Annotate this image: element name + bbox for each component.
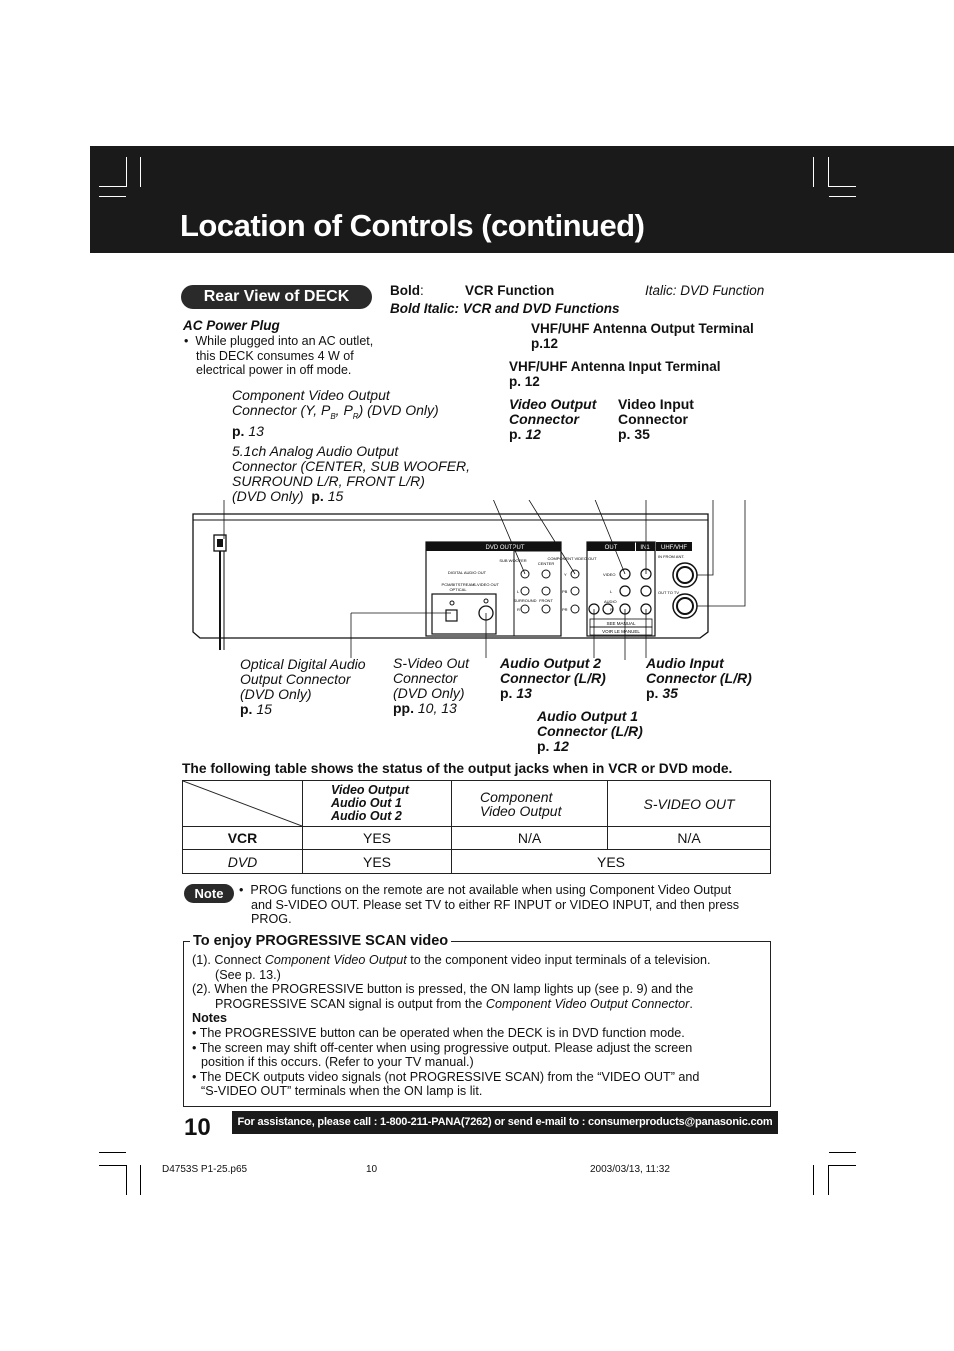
jack-icon — [542, 570, 550, 578]
see-manual-label: SEE MANUAL — [606, 621, 636, 626]
table-row — [183, 827, 771, 850]
dvd-output-label: DVD OUTPUT — [485, 545, 525, 551]
rear-panel-diagram — [180, 500, 780, 660]
callout-audio-input: Audio Input Connector (L/R) p. 35 — [646, 655, 752, 701]
callout-antenna-output: VHF/UHF Antenna Output Terminal p.12 — [531, 321, 754, 351]
table-header-row — [183, 781, 771, 827]
crop-mark — [828, 157, 829, 187]
crop-mark — [829, 1152, 856, 1153]
footer-timestamp: 2003/03/13, 11:32 — [590, 1164, 670, 1175]
crop-mark — [99, 1152, 126, 1153]
voir-manual-label: VOIR LE MANUEL — [602, 629, 640, 634]
footer-file: D4753S P1-25.p65 — [162, 1164, 248, 1175]
leader-line — [567, 500, 625, 574]
audio-jack-icon — [641, 586, 651, 596]
page-title: Location of Controls (continued) — [180, 208, 645, 243]
section-label: Rear View of DECK — [181, 285, 372, 309]
table-header-cell: Component Video Output — [452, 781, 608, 827]
audio-label: AUDIO — [604, 599, 617, 604]
digital-audio-label: DIGITAL AUDIO OUT — [447, 570, 487, 575]
table-cell: N/A — [452, 827, 608, 850]
r-label: R — [610, 607, 613, 612]
crop-mark — [829, 186, 856, 187]
callout-audio-output-2: Audio Output 2 Connector (L/R) p. 13 — [500, 655, 606, 701]
callout-antenna-input: VHF/UHF Antenna Input Terminal p. 12 — [509, 359, 721, 389]
component-video-label: COMPONENT VIDEO OUT — [547, 556, 597, 561]
ac-power-title: AC Power Plug — [183, 318, 280, 333]
callout-audio-output-1: Audio Output 1 Connector (L/R) p. 12 — [537, 708, 643, 754]
crop-mark — [828, 1165, 829, 1195]
assistance-bar: For assistance, please call : 1-800-211-PANA(7262) or send e-mail to : consumerproducts@panasonic.com — [232, 1111, 778, 1134]
table-header-cell: Video Output Audio Out 1 Audio Out 2 — [303, 781, 452, 827]
in1-label: IN1 — [640, 545, 650, 551]
crop-mark — [813, 1165, 814, 1195]
front-label: FRONT — [539, 598, 553, 603]
crop-mark — [99, 1165, 126, 1166]
jack-icon — [521, 605, 529, 613]
audio-jack-icon — [620, 586, 630, 596]
crop-mark — [126, 1165, 127, 1195]
leader-line — [697, 500, 713, 575]
table-header-cell: S-VIDEO OUT — [608, 781, 771, 827]
optical-port-icon — [446, 610, 457, 621]
crop-mark — [140, 157, 141, 187]
screw-icon — [450, 601, 454, 605]
crop-mark — [140, 1165, 141, 1195]
sub-woofer-label: SUB WOOFER — [499, 558, 527, 563]
jack-icon — [542, 605, 550, 613]
note-label: Note — [184, 884, 234, 903]
pcm-label: PCM/BITSTREAM — [441, 582, 475, 587]
crop-mark — [829, 1165, 856, 1166]
optical-label: OPTICAL — [449, 587, 467, 592]
callout-video-output: Video Output Connector p. 12 — [509, 396, 597, 442]
crop-mark — [99, 186, 126, 187]
footer-page: 10 — [366, 1164, 378, 1175]
pr-label: PR — [562, 607, 568, 612]
deck-body — [193, 514, 708, 638]
plug-socket — [217, 539, 223, 547]
page-number: 10 — [184, 1114, 211, 1141]
out-label: OUT — [604, 545, 618, 551]
callout-analog-audio: 5.1ch Analog Audio Output Connector (CENTER, SUB WOOFER, SURROUND L/R, FRONT L/R) (DVD Only) p. 15 — [232, 443, 471, 504]
callout-optical: Optical Digital Audio Output Connector (DVD Only) p. 15 — [240, 656, 366, 717]
crop-mark — [99, 196, 126, 197]
antenna-out-icon — [677, 598, 693, 614]
l-label: L — [610, 589, 613, 594]
table-cell: N/A — [608, 827, 771, 850]
leader-line — [697, 500, 745, 606]
diagonal-line — [183, 781, 302, 826]
y-label: Y — [564, 572, 567, 577]
s-video-label: S-VIDEO OUT — [472, 582, 500, 587]
video-label: VIDEO — [603, 572, 616, 577]
r-label: R — [517, 607, 520, 612]
in-from-ant-label: IN FROM ANT. — [658, 554, 685, 559]
table-cell: VCR — [183, 827, 303, 850]
output-status-table — [182, 780, 771, 874]
table-intro: The following table shows the status of the output jacks when in VCR or DVD mode. — [182, 761, 733, 776]
antenna-in-icon — [677, 567, 693, 583]
jack-icon — [542, 587, 550, 595]
legend-bold-italic: Bold Italic: VCR and DVD Functions — [390, 301, 620, 316]
uhf-label: UHF/VHF — [661, 545, 687, 551]
legend-bold: Bold: VCR Function — [390, 283, 555, 298]
screw-icon — [484, 599, 488, 603]
crop-mark — [829, 196, 856, 197]
callout-svideo: S-Video Out Connector (DVD Only) pp. 10, 13 — [393, 655, 470, 716]
pb-label: PB — [562, 589, 568, 594]
dvd-output-panel — [426, 542, 561, 636]
surround-label: SURROUND — [513, 598, 537, 603]
jack-icon — [521, 587, 529, 595]
table-cell: YES — [452, 850, 771, 874]
callout-video-input: Video Input Connector p. 35 — [618, 396, 694, 442]
jack-icon — [571, 605, 579, 613]
ac-power-text: • While plugged into an AC outlet, this DECK consumes 4 W of electrical power in off mode. — [184, 334, 374, 377]
note-text: • PROG functions on the remote are not available when using Component Video Output and S-VIDEO OUT. Please set TV to either RF INPUT or VIDEO INPUT, and then press PROG. — [239, 883, 740, 926]
table-cell: DVD — [183, 850, 303, 874]
crop-mark — [126, 157, 127, 187]
legend-italic: Italic: DVD Function — [645, 283, 765, 298]
table-row — [183, 850, 771, 874]
out-to-tv-label: OUT TO TV — [658, 590, 680, 595]
progressive-scan-title: To enjoy PROGRESSIVE SCAN video — [190, 933, 451, 949]
table-corner-cell — [183, 781, 303, 827]
callout-component-video: Component Video Output Connector (Y, $P_B$, $P_R$) (DVD Only) p. 13 — [232, 387, 439, 439]
progressive-scan-body: (1). Connect Component Video Output to the component video input terminals of a television. (See p. 13.) (2). When the PROGRESSIVE button is pressed, the ON lamp lights up (see p. 9) and the PROGRESSIVE SCAN signal is output from the Component Video Output Connector. Notes • The PROGRESSIVE button can be operated when the DECK is in DVD function mode. • The screen may shift off-center when using progressive output. Please adjust the screen position if this occurs. (Refer to your TV manual.) • The DECK outputs video signals (not PROGRESSIVE SCAN) from the “VIDEO OUT” and “S-VIDEO OUT” terminals when the ON lamp is lit. — [192, 953, 711, 1099]
l-label: L — [517, 589, 520, 594]
table-cell: YES — [303, 850, 452, 874]
crop-mark — [813, 157, 814, 187]
table-cell: YES — [303, 827, 452, 850]
jack-icon — [571, 587, 579, 595]
center-label: CENTER — [537, 561, 555, 566]
